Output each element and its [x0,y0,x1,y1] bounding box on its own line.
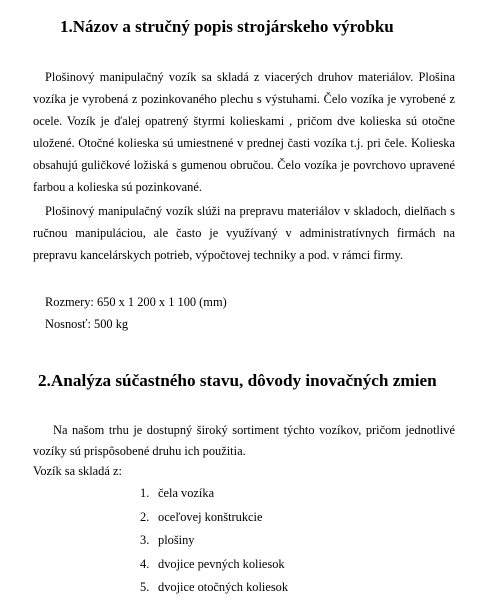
parts-list [140,485,288,603]
load-capacity-line: Nosnosť: 500 kg [45,317,129,331]
list-item-number: 3. [140,533,150,547]
section-1-paragraph-1-text: Plošinový manipulačný vozík sa skladá z viacerých druhov materiálov. Plošina vozíka je vyrobená z pozinkovaného plechu s výstuhami. Čelo vozíka je vyrobené z ocele. Vozík je ďalej opatrený štyrmi kolieskami , pričom dve kolieska sú otočne uložené. Otočné kolieska sú umiestnené v prednej časti vozíka t.j. pri čele. Kolieska obsahujú guličkové ložiská s gumenou obručou. Čelo vozíka je povrchovo upravené farbou a kolieska sú pozinkované. [33,70,455,195]
list-item [140,509,288,533]
section-2-paragraph-1-text: Na našom trhu je dostupný široký sortiment týchto vozíkov, pričom jednotlivé vozíky sú prispôsobené druhu ich použitia. [33,423,455,458]
section-2-title: 2.Analýza súčastného stavu, dôvody inovačných zmien [38,371,437,390]
list-item-label: oceľovej konštrukcie [158,509,263,524]
section-1-title: 1.Názov a stručný popis strojárskeho výrobku [60,17,394,36]
consists-of-line: Vozík sa skladá z: [33,464,122,478]
list-item-label: plošiny [158,533,195,547]
list-item-number: 1. [140,486,150,500]
list-item [140,485,288,509]
list-item-number: 2. [140,509,150,524]
dimensions-line: Rozmery: 650 x 1 200 x 1 100 (mm) [45,295,227,309]
list-item [140,556,288,580]
list-item-number: 5. [140,580,150,594]
section-1-paragraph-2 [33,200,455,266]
list-item [140,579,288,603]
list-item-label: čela vozíka [158,486,215,500]
section-1-paragraph-1 [33,66,455,199]
section-1-paragraph-2-text: Plošinový manipulačný vozík slúži na prepravu materiálov v skladoch, dielňach s ručnou manipuláciou, ale často je využívaný v administratívnych firmách na prepravu kancelárskych potrieb, výpočtovej techniky a pod. v rámci firmy. [33,204,455,263]
section-2-paragraph-1 [33,420,455,462]
list-item-label: dvojice otočných koliesok [158,580,289,594]
list-item-label: dvojice pevných koliesok [158,556,285,571]
list-item [140,532,288,556]
list-item-number: 4. [140,556,150,571]
